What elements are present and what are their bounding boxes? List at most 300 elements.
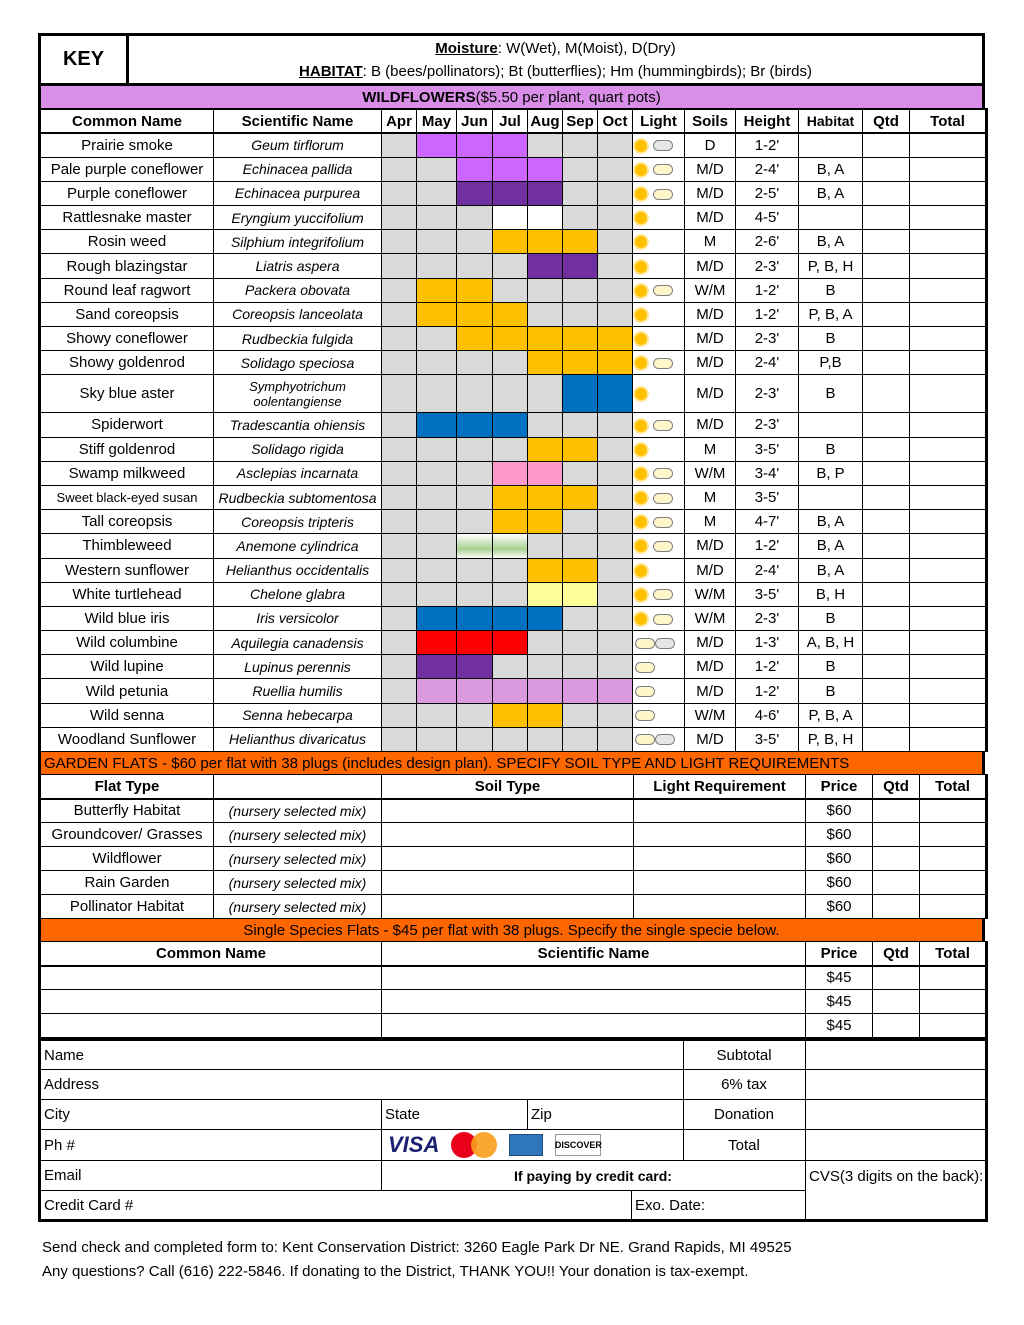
bloom-month-cell [528, 510, 563, 534]
total-field[interactable] [910, 437, 987, 461]
cloud-icon [655, 638, 675, 649]
bloom-month-cell [528, 582, 563, 606]
bloom-month-cell [528, 230, 563, 254]
total-field[interactable] [910, 327, 987, 351]
common-name: Woodland Sunflower [40, 727, 214, 751]
common-name: Prairie smoke [40, 133, 214, 157]
habitat-value: P, B, A [799, 703, 863, 727]
habitat-value: B, A [799, 510, 863, 534]
scientific-name: Packera obovata [214, 278, 382, 302]
bloom-month-cell [457, 510, 493, 534]
qty-field[interactable] [863, 485, 910, 509]
partial-sun-icon [635, 734, 655, 745]
total-field[interactable] [910, 582, 987, 606]
single-flats-band: Single Species Flats - $45 per flat with 38 plugs. Specify the single specie below. [38, 919, 985, 941]
bloom-month-cell [382, 558, 417, 582]
sun-icon [635, 309, 647, 321]
bloom-month-cell [563, 510, 598, 534]
total-field[interactable] [910, 679, 987, 703]
bloom-month-cell [457, 727, 493, 751]
common-name: White turtlehead [40, 582, 214, 606]
bloom-month-cell [563, 679, 598, 703]
total-field[interactable] [910, 206, 987, 230]
bloom-month-cell [598, 181, 633, 205]
soils-value: M/D [685, 631, 736, 655]
light-cell [633, 206, 685, 230]
height-value: 3-5' [736, 582, 799, 606]
col-header: Sep [563, 109, 598, 133]
height-value: 3-5' [736, 437, 799, 461]
city-field[interactable]: City [40, 1100, 382, 1130]
key-header [38, 33, 985, 86]
habitat-value: B [799, 679, 863, 703]
bloom-month-cell [563, 703, 598, 727]
col-header: Price [806, 775, 873, 799]
habitat-value: P, B, A [799, 302, 863, 326]
col-header: Soil Type [382, 775, 634, 799]
bloom-month-cell [457, 133, 493, 157]
total-field[interactable] [910, 157, 987, 181]
table-row [40, 558, 987, 582]
bloom-month-cell [598, 510, 633, 534]
qty-field[interactable] [863, 437, 910, 461]
bloom-month-cell [598, 461, 633, 485]
bloom-month-cell [598, 230, 633, 254]
bloom-month-cell [457, 181, 493, 205]
qty-field[interactable] [863, 351, 910, 375]
bloom-month-cell [528, 679, 563, 703]
donation-field[interactable] [806, 1100, 987, 1130]
bloom-month-cell [493, 375, 528, 413]
qty-field[interactable] [863, 181, 910, 205]
common-name: Stiff goldenrod [40, 437, 214, 461]
total-field[interactable] [910, 485, 987, 509]
bloom-month-cell [563, 351, 598, 375]
col-header: Scientific Name [214, 109, 382, 133]
exp-date-field[interactable]: Exo. Date: [632, 1191, 806, 1221]
partial-sun-icon [653, 493, 673, 504]
qty-field[interactable] [873, 871, 920, 895]
bloom-month-cell [382, 351, 417, 375]
table-row [40, 990, 987, 1014]
common-name: Wild lupine [40, 655, 214, 679]
habitat-value: B, A [799, 181, 863, 205]
scientific-name-field[interactable] [382, 1014, 806, 1038]
partial-sun-icon [653, 614, 673, 625]
common-name: Rattlesnake master [40, 206, 214, 230]
table-row [40, 631, 987, 655]
bloom-month-cell [382, 437, 417, 461]
total-field[interactable] [920, 990, 987, 1014]
total-field[interactable] [910, 351, 987, 375]
bloom-month-cell [417, 351, 457, 375]
habitat-value: B [799, 375, 863, 413]
bloom-month-cell [563, 534, 598, 558]
total-field[interactable] [910, 254, 987, 278]
bloom-month-cell [457, 278, 493, 302]
height-value: 3-5' [736, 727, 799, 751]
bloom-month-cell [417, 254, 457, 278]
col-header: Qtd [863, 109, 910, 133]
bloom-month-cell [417, 703, 457, 727]
light-requirement-field[interactable] [634, 799, 806, 823]
bloom-month-cell [563, 437, 598, 461]
soil-type-field[interactable] [382, 871, 634, 895]
bloom-month-cell [563, 655, 598, 679]
qty-field[interactable] [863, 534, 910, 558]
zip-field[interactable]: Zip [528, 1100, 684, 1130]
bloom-month-cell [493, 727, 528, 751]
bloom-month-cell [457, 327, 493, 351]
bloom-month-cell [457, 375, 493, 413]
light-cell [633, 485, 685, 509]
sun-icon [635, 188, 647, 200]
qty-field[interactable] [873, 799, 920, 823]
table-row [40, 606, 987, 630]
credit-card-field[interactable]: Credit Card # [40, 1191, 632, 1221]
qty-field[interactable] [863, 278, 910, 302]
cvs-field[interactable]: CVS(3 digits on the back): [806, 1161, 987, 1221]
scientific-name: Rudbeckia fulgida [214, 327, 382, 351]
qty-field[interactable] [863, 727, 910, 751]
qty-field[interactable] [863, 679, 910, 703]
height-value: 2-4' [736, 157, 799, 181]
common-name-field[interactable] [40, 1014, 382, 1038]
partial-sun-icon [653, 420, 673, 431]
total-field[interactable] [910, 133, 987, 157]
bloom-month-cell [493, 582, 528, 606]
total-field[interactable] [920, 871, 987, 895]
bloom-month-cell [382, 254, 417, 278]
flat-mix: (nursery selected mix) [214, 847, 382, 871]
light-cell [633, 461, 685, 485]
sun-icon [635, 540, 647, 552]
light-cell [633, 534, 685, 558]
bloom-month-cell [528, 278, 563, 302]
bloom-month-cell [598, 254, 633, 278]
light-cell [633, 278, 685, 302]
qty-field[interactable] [863, 327, 910, 351]
height-value: 2-6' [736, 230, 799, 254]
col-header: Aug [528, 109, 563, 133]
card-logos [382, 1130, 684, 1161]
qty-field[interactable] [863, 510, 910, 534]
qty-field[interactable] [873, 895, 920, 919]
bloom-month-cell [417, 181, 457, 205]
scientific-name: Coreopsis tripteris [214, 510, 382, 534]
bloom-month-cell [382, 461, 417, 485]
total-field[interactable] [920, 1014, 987, 1038]
partial-sun-icon [653, 285, 673, 296]
qty-field[interactable] [863, 413, 910, 437]
habitat-value: B [799, 437, 863, 461]
sun-icon [635, 285, 647, 297]
soils-value: M/D [685, 206, 736, 230]
bloom-month-cell [382, 582, 417, 606]
garden-flats-header-row [40, 775, 987, 799]
soils-value: M/D [685, 375, 736, 413]
total-field[interactable] [920, 966, 987, 990]
total-field[interactable] [806, 1130, 987, 1161]
subtotal-field[interactable] [806, 1040, 987, 1070]
qty-field[interactable] [873, 966, 920, 990]
habitat-value: B, A [799, 230, 863, 254]
light-requirement-field[interactable] [634, 823, 806, 847]
height-value: 2-4' [736, 351, 799, 375]
donation-label: Donation [684, 1100, 806, 1130]
table-row [40, 485, 987, 509]
bloom-month-cell [528, 351, 563, 375]
total-field[interactable] [910, 703, 987, 727]
bloom-month-cell [493, 558, 528, 582]
height-value: 2-3' [736, 254, 799, 278]
height-value: 1-2' [736, 278, 799, 302]
discover-logo: DISCOVER [555, 1134, 601, 1156]
common-name: Wild senna [40, 703, 214, 727]
qty-field[interactable] [863, 461, 910, 485]
bloom-month-cell [563, 133, 598, 157]
bloom-month-cell [598, 133, 633, 157]
table-row [40, 375, 987, 413]
total-field[interactable] [910, 655, 987, 679]
bloom-month-cell [598, 351, 633, 375]
scientific-name-field[interactable] [382, 966, 806, 990]
partial-sun-icon [653, 589, 673, 600]
partial-sun-icon [653, 189, 673, 200]
total-field[interactable] [910, 461, 987, 485]
soil-type-field[interactable] [382, 895, 634, 919]
total-field[interactable] [910, 375, 987, 413]
bloom-month-cell [457, 606, 493, 630]
qty-field[interactable] [863, 230, 910, 254]
habitat-value: B [799, 655, 863, 679]
bloom-month-cell [493, 327, 528, 351]
light-requirement-field[interactable] [634, 871, 806, 895]
qty-field[interactable] [873, 823, 920, 847]
qty-field[interactable] [863, 655, 910, 679]
total-field[interactable] [920, 847, 987, 871]
bloom-month-cell [598, 582, 633, 606]
phone-field[interactable]: Ph # [40, 1130, 382, 1161]
bloom-month-cell [563, 327, 598, 351]
footer [42, 1236, 792, 1284]
table-row [40, 230, 987, 254]
soils-value: M [685, 230, 736, 254]
table-row [40, 157, 987, 181]
bloom-month-cell [457, 655, 493, 679]
qty-field[interactable] [863, 133, 910, 157]
bloom-month-cell [417, 375, 457, 413]
bloom-month-cell [598, 302, 633, 326]
soils-value: M/D [685, 413, 736, 437]
bloom-month-cell [382, 133, 417, 157]
bloom-month-cell [417, 327, 457, 351]
qty-field[interactable] [873, 847, 920, 871]
light-cell [633, 582, 685, 606]
total-field[interactable] [910, 534, 987, 558]
tax-field[interactable] [806, 1070, 987, 1100]
bloom-month-cell [417, 413, 457, 437]
total-field[interactable] [910, 181, 987, 205]
table-row [40, 278, 987, 302]
total-label: Total [684, 1130, 806, 1161]
soils-value: W/M [685, 606, 736, 630]
price-value: $60 [806, 847, 873, 871]
table-row [40, 181, 987, 205]
bloom-month-cell [417, 606, 457, 630]
soil-type-field[interactable] [382, 799, 634, 823]
state-field[interactable]: State [382, 1100, 528, 1130]
height-value: 3-4' [736, 461, 799, 485]
total-field[interactable] [910, 413, 987, 437]
table-row [40, 703, 987, 727]
bloom-month-cell [528, 703, 563, 727]
table-row [40, 895, 987, 919]
qty-field[interactable] [863, 254, 910, 278]
bloom-month-cell [528, 485, 563, 509]
common-name: Showy coneflower [40, 327, 214, 351]
common-name: Wild blue iris [40, 606, 214, 630]
total-field[interactable] [910, 278, 987, 302]
credit-card-note: If paying by credit card: [382, 1161, 806, 1191]
soil-type-field[interactable] [382, 847, 634, 871]
col-header: Light [633, 109, 685, 133]
light-cell [633, 181, 685, 205]
common-name-field[interactable] [40, 966, 382, 990]
bloom-month-cell [528, 181, 563, 205]
total-field[interactable] [910, 230, 987, 254]
table-row [40, 413, 987, 437]
total-field[interactable] [920, 895, 987, 919]
bloom-month-cell [528, 655, 563, 679]
height-value: 4-7' [736, 510, 799, 534]
bloom-month-cell [417, 437, 457, 461]
total-field[interactable] [910, 510, 987, 534]
habitat-value: P, B, H [799, 254, 863, 278]
qty-field[interactable] [863, 558, 910, 582]
bloom-month-cell [528, 558, 563, 582]
bloom-month-cell [528, 327, 563, 351]
price-value: $45 [806, 990, 873, 1014]
col-header: May [417, 109, 457, 133]
bloom-month-cell [457, 631, 493, 655]
bloom-month-cell [457, 254, 493, 278]
price-value: $60 [806, 799, 873, 823]
light-requirement-field[interactable] [634, 847, 806, 871]
bloom-month-cell [528, 534, 563, 558]
qty-field[interactable] [873, 990, 920, 1014]
soils-value: M/D [685, 254, 736, 278]
qty-field[interactable] [863, 582, 910, 606]
height-value: 2-3' [736, 375, 799, 413]
soils-value: M/D [685, 351, 736, 375]
bloom-month-cell [563, 302, 598, 326]
qty-field[interactable] [873, 1014, 920, 1038]
table-row [40, 206, 987, 230]
bloom-month-cell [563, 582, 598, 606]
soils-value: M/D [685, 727, 736, 751]
qty-field[interactable] [863, 606, 910, 630]
bloom-month-cell [493, 631, 528, 655]
bloom-month-cell [493, 679, 528, 703]
bloom-month-cell [563, 461, 598, 485]
price-value: $60 [806, 895, 873, 919]
table-row [40, 254, 987, 278]
email-field[interactable]: Email [40, 1161, 382, 1191]
height-value: 3-5' [736, 485, 799, 509]
sun-icon [635, 140, 647, 152]
total-field[interactable] [910, 302, 987, 326]
table-row [40, 133, 987, 157]
bloom-month-cell [598, 327, 633, 351]
soils-value: M/D [685, 181, 736, 205]
habitat-value [799, 485, 863, 509]
bloom-month-cell [457, 534, 493, 558]
bloom-month-cell [493, 157, 528, 181]
total-field[interactable] [920, 799, 987, 823]
common-name: Round leaf ragwort [40, 278, 214, 302]
col-header: Apr [382, 109, 417, 133]
partial-sun-icon [635, 638, 655, 649]
scientific-name: Silphium integrifolium [214, 230, 382, 254]
address-field[interactable]: Address [40, 1070, 684, 1100]
sun-icon [635, 613, 647, 625]
scientific-name-field[interactable] [382, 990, 806, 1014]
total-field[interactable] [920, 823, 987, 847]
qty-field[interactable] [863, 302, 910, 326]
table-row [40, 534, 987, 558]
common-name-field[interactable] [40, 990, 382, 1014]
bloom-month-cell [417, 157, 457, 181]
bloom-month-cell [457, 558, 493, 582]
table-row [40, 510, 987, 534]
col-header: Price [806, 942, 873, 966]
total-field[interactable] [910, 727, 987, 751]
table-row [40, 847, 987, 871]
garden-flats-band: GARDEN FLATS - $60 per flat with 38 plugs (includes design plan). SPECIFY SOIL TYPE AND LIGHT REQUIREMENTS [38, 752, 985, 774]
total-field[interactable] [910, 558, 987, 582]
sun-icon [635, 357, 647, 369]
bloom-month-cell [563, 631, 598, 655]
table-row [40, 727, 987, 751]
habitat-value: B, A [799, 534, 863, 558]
soils-value: M [685, 510, 736, 534]
bloom-month-cell [382, 485, 417, 509]
soil-type-field[interactable] [382, 823, 634, 847]
bloom-month-cell [493, 278, 528, 302]
col-header: Flat Type [40, 775, 214, 799]
common-name: Showy goldenrod [40, 351, 214, 375]
qty-field[interactable] [863, 703, 910, 727]
qty-field[interactable] [863, 206, 910, 230]
bloom-month-cell [417, 727, 457, 751]
qty-field[interactable] [863, 375, 910, 413]
total-field[interactable] [910, 631, 987, 655]
height-value: 2-4' [736, 558, 799, 582]
height-value: 4-6' [736, 703, 799, 727]
soils-value: M/D [685, 534, 736, 558]
garden-flats-table [38, 774, 988, 919]
qty-field[interactable] [863, 631, 910, 655]
name-field[interactable]: Name [40, 1040, 684, 1070]
scientific-name: Lupinus perennis [214, 655, 382, 679]
light-requirement-field[interactable] [634, 895, 806, 919]
scientific-name: Anemone cylindrica [214, 534, 382, 558]
qty-field[interactable] [863, 157, 910, 181]
bloom-month-cell [598, 485, 633, 509]
key-label: KEY [41, 36, 129, 83]
total-field[interactable] [910, 606, 987, 630]
